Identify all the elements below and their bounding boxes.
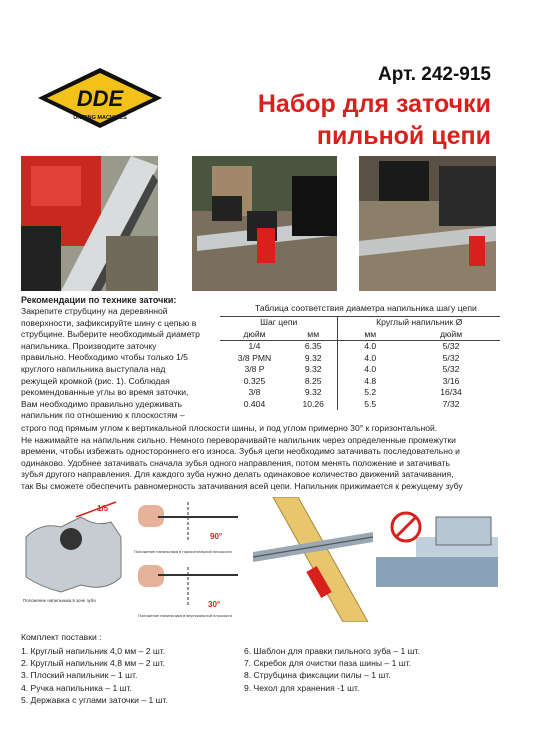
rec-line: строго под прямым углом к вертикальной плоскости шины, и под углом примерно 30° к горизонтальной. (21, 423, 438, 433)
table-cell: 4.0 (364, 352, 377, 363)
table-row (220, 399, 500, 411)
recommendations-text (21, 306, 216, 422)
table-subheader: дюйм (220, 329, 289, 341)
table-cell: 10.26 (289, 399, 338, 411)
logo-slogan: UNITING MACHINES (73, 115, 127, 121)
rec-line: так Вы сможете обеспечить равномерность затачивания всей цепи. Напильник прижимается к режущему зубу (21, 480, 463, 491)
table-cell: 0.404 (243, 398, 266, 409)
table-row (220, 341, 500, 353)
article-number: Арт. 242-915 (378, 64, 491, 85)
table-group-round-file: Круглый напильник Ø (338, 317, 500, 329)
kit-item: 6. Шаблон для правки пильного зуба – 1 шт. (244, 646, 420, 656)
table-row (220, 353, 500, 365)
diagram-file-holder (253, 497, 373, 622)
table-row (220, 376, 500, 388)
recommendations-heading: Рекомендации по технике заточки: (21, 295, 177, 305)
table-subheader: мм (338, 329, 402, 341)
table-cell: 5/32 (442, 352, 460, 363)
recommendations-continued (21, 423, 497, 493)
product-title (161, 88, 491, 152)
kit-item: 7. Скребок для очистки паза шины – 1 шт. (244, 658, 411, 669)
rec-line: струбцине. Выберите необходимый диаметр (21, 329, 200, 340)
rec-line: Не нажимайте на напильник сильно. Немного переворачивайте напильник через определенные промежутки (21, 434, 456, 445)
table-cell: 3/8 P (244, 364, 265, 374)
table-cell: 7/32 (442, 398, 460, 409)
file-size-table (220, 316, 500, 410)
table-caption: Таблица соответствия диаметра напильника шагу цепи (255, 303, 477, 313)
table-row (220, 387, 500, 399)
photo-sharpening-hands (192, 156, 337, 291)
kit-list-left (21, 645, 168, 706)
table-subheader: дюйм (402, 329, 500, 341)
title-line-2: пильной цепи (316, 122, 491, 150)
rec-line: Вам необходимо правильно удерживать (21, 398, 183, 409)
caption-vertical: Положение напильника в вертикальной плоскости (138, 613, 232, 618)
table-cell: 9.32 (289, 353, 338, 365)
rec-line: Закрепите струбцину на деревянной (21, 306, 168, 316)
photo-chainsaw-bar (21, 156, 158, 291)
table-cell: 0.325 (243, 375, 266, 386)
photo-file-on-chain (359, 156, 496, 291)
diagram-depth-gauge (376, 497, 498, 622)
table-cell: 5/32 (442, 364, 460, 374)
kit-item: 5. Державка с углами заточки – 1 шт. (21, 694, 168, 705)
table-cell: 3/8 (248, 387, 261, 397)
table-cell: 5.2 (364, 387, 377, 397)
logo-name: DDE (76, 86, 124, 111)
table-cell: 9.32 (289, 387, 338, 399)
kit-item: 4. Ручка напильника – 1 шт. (21, 682, 132, 693)
kit-item: 9. Чехол для хранения -1 шт. (244, 682, 360, 693)
title-line-1: Набор для заточки (257, 90, 491, 118)
table-cell: 8.25 (289, 376, 338, 388)
table-cell: 1/4 (248, 341, 261, 351)
rec-line: круглого напильника выступала над (21, 363, 166, 374)
rec-line: напильника. Производите заточку (21, 340, 157, 351)
kit-item: 2. Круглый напильник 4,8 мм – 2 шт. (21, 658, 166, 669)
table-subheader: мм (289, 329, 338, 341)
rec-line: времени, чтобы избежать одностороннего его износа. Зубья цепи необходимо затачивать последовательно и (21, 446, 460, 457)
table-cell: 6.35 (289, 341, 338, 353)
rec-line: зубья другого направления. Для каждого зуба нужно делать одинаковое количество движений затачивания, (21, 469, 454, 480)
dde-logo (36, 66, 164, 130)
angle-30-label: 30° (208, 600, 221, 609)
diagram-file-position-tooth (21, 497, 126, 622)
table-cell: 5/32 (442, 341, 460, 351)
kit-list-right (244, 645, 420, 694)
table-cell: 4.8 (364, 375, 377, 386)
fraction-label: 1/5 (97, 504, 109, 513)
table-group-chain-pitch: Шаг цепи (220, 317, 338, 329)
table-cell: 3/16 (442, 375, 460, 386)
table-cell: 16/34 (440, 387, 462, 397)
kit-item: 8. Струбцина фиксации пилы – 1 шт. (244, 670, 391, 681)
table-cell: 4.0 (364, 364, 377, 374)
caption-horizontal: Положение напильника в горизонтальной плоскости (134, 549, 232, 554)
kit-heading: Комплект поставки : (21, 632, 102, 642)
caption-tooth: Положение напильника в зоне зуба (23, 598, 96, 603)
rec-line: одинаково. Удобнее затачивать сначала зубья одного направления, потом менять положение и затачивать (21, 457, 450, 468)
kit-item: 3. Плоский напильник – 1 шт. (21, 670, 138, 681)
angle-90-label: 90° (210, 532, 223, 541)
table-cell: 5.5 (364, 398, 377, 409)
diagram-file-angles (128, 497, 246, 622)
table-cell: 9.32 (289, 364, 338, 376)
table-cell: 4.0 (364, 341, 377, 351)
rec-line: режущей кромкой (рис. 1). Соблюдая (21, 375, 170, 386)
table-cell: 3/8 PMN (237, 352, 272, 363)
rec-line: поверхности, зафиксируйте шину с цепью в (21, 317, 197, 328)
rec-line: правильно. Необходимо чтобы только 1/5 (21, 352, 188, 363)
kit-item: 1. Круглый напильник 4,0 мм – 2 шт. (21, 646, 166, 656)
rec-line: напильник по отношению к плоскостям – (21, 410, 185, 421)
rec-line: рекомендованные углы во время заточки, (21, 387, 189, 398)
table-row (220, 364, 500, 376)
